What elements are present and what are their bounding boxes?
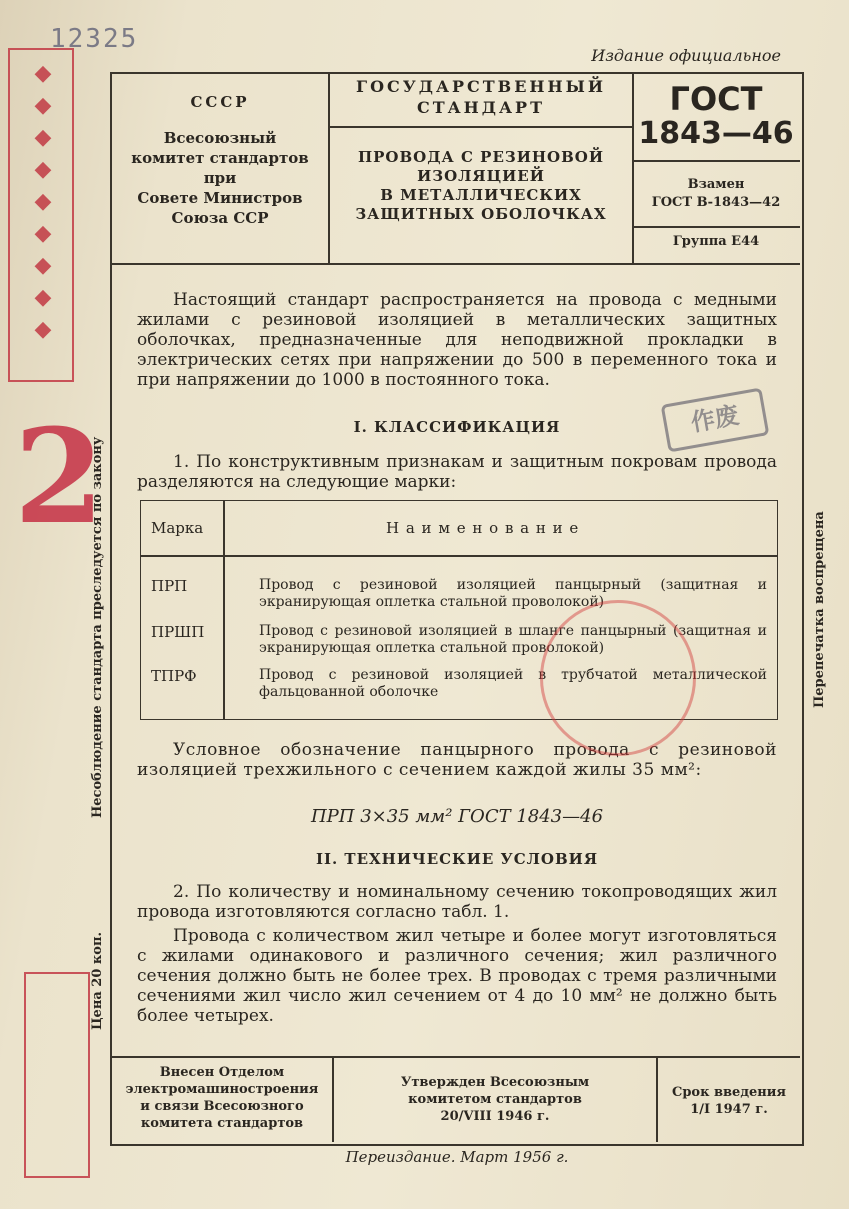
- title-line: В МЕТАЛЛИЧЕСКИХ: [380, 186, 582, 204]
- serial-number: 12325: [50, 24, 139, 54]
- authority-line: Совете Министров: [137, 189, 303, 207]
- section-1-text: 1. По конструктивным признакам и защитным покровам провода разделяются на следующие марки:: [137, 452, 777, 492]
- replaces-label: Взамен: [687, 177, 745, 192]
- table-row-mark: ПРШП: [151, 623, 205, 641]
- stamp-glyphs: ◆◆◆◆◆◆◆◆◆: [30, 60, 56, 348]
- authority-line: Всесоюзный: [163, 129, 277, 147]
- table-header-rule: [141, 555, 777, 557]
- table-header-name: Н а и м е н о в а н и е: [386, 519, 580, 537]
- edition-note: Издание официальное: [591, 46, 781, 65]
- designation-formula: ПРП 3×35 мм² ГОСТ 1843—46: [310, 806, 604, 827]
- void-stamp-text: 作废: [688, 400, 741, 437]
- authority-line: комитет стандартов: [131, 149, 309, 167]
- table-header-mark: Марка: [151, 519, 204, 537]
- title-line: ПРОВОДА С РЕЗИНОВОЙ: [357, 148, 605, 166]
- header-rule-right-2: [634, 226, 800, 228]
- gost-number: 1843—46: [638, 116, 794, 151]
- header-rule-right-1: [634, 160, 800, 162]
- table-row-name: Провод с резиновой изоляцией в трубчатой металлической фальцованной оболочке: [259, 667, 767, 700]
- table-row-mark: ПРП: [151, 577, 188, 595]
- authority-line: при: [203, 169, 237, 187]
- side-reprint-text: Перепечатка воспрещена: [812, 511, 827, 708]
- table-row-name: Провод с резиновой изоляцией панцырный (защитная и экранирующая оплетка стальной проволокой): [259, 577, 767, 610]
- gost-label: ГОСТ: [669, 80, 763, 118]
- side-price-text: Цена 20 коп.: [90, 931, 105, 1030]
- table-row-name: Провод с резиновой изоляцией в шланге панцырный (защитная и экранирующая оплетка стальной проволокой): [259, 623, 767, 656]
- header-authority: [112, 78, 328, 228]
- standard-type-line: ГОСУДАРСТВЕННЫЙ: [356, 77, 606, 96]
- section-2-p2: Провода с количеством жил четыре и более могут изготовляться с жилами одинакового и различного сечения; жил различного сечения должно быть не более трех. В проводах с тремя различными сечениями жил число жил сечением от 4 до 10 мм² не должно быть более четырех.: [137, 926, 777, 1026]
- library-stamp-bottom: [24, 972, 90, 1178]
- ussr-label: СССР: [190, 93, 250, 111]
- footer-line: 1/I 1947 г.: [690, 1102, 768, 1117]
- authority-line: Союза ССР: [171, 209, 269, 227]
- footer-effective: [658, 1084, 800, 1118]
- section-1-heading: I. КЛАССИФИКАЦИЯ: [353, 418, 561, 436]
- footer-line: комитетом стандартов: [408, 1092, 582, 1107]
- header-rule-mid: [330, 126, 632, 128]
- footer-top-rule: [112, 1056, 800, 1058]
- footer-line: Внесен Отделом: [159, 1065, 285, 1080]
- footer-line: комитета стандартов: [140, 1116, 304, 1131]
- footer-line: Утвержден Всесоюзным: [400, 1075, 590, 1090]
- footer-line: электромашиностроения: [125, 1082, 319, 1097]
- title-line: ИЗОЛЯЦИЕЙ: [417, 167, 545, 185]
- footer-approved: [334, 1074, 656, 1125]
- table-col-divider: [223, 501, 225, 719]
- intro-paragraph: Настоящий стандарт распространяется на провода с медными жилами с резиновой изоляцией в металлических защитных оболочках, предназначенные для неподвижной прокладки в электрических сетях при напряжении до 500 в переменного тока и при напряжении до 1000 в постоянного тока.: [137, 290, 777, 390]
- title-line: ЗАЩИТНЫХ ОБОЛОЧКАХ: [355, 205, 607, 223]
- footer-line: и связи Всесоюзного: [140, 1099, 304, 1114]
- replaces-value: ГОСТ В-1843—42: [651, 195, 781, 210]
- reissue-note: Переиздание. Март 1956 г.: [345, 1148, 569, 1166]
- table-row-mark: ТПРФ: [151, 667, 197, 685]
- designation-text: Условное обозначение панцырного провода с резиновой изоляцией трехжильного с сечением каждой жилы 35 мм²:: [137, 740, 777, 780]
- round-red-stamp: [540, 600, 696, 756]
- standard-type-line: СТАНДАРТ: [417, 98, 545, 117]
- footer-introduced: [112, 1064, 332, 1132]
- footer-line: Срок введения: [671, 1085, 787, 1100]
- section-2-heading: II. ТЕХНИЧЕСКИЕ УСЛОВИЯ: [315, 850, 599, 868]
- footer-line: 20/VIII 1946 г.: [440, 1109, 550, 1124]
- replaces-block: [634, 176, 798, 212]
- group-label: Группа Е44: [672, 234, 760, 249]
- standard-type: [330, 76, 632, 118]
- header-bottom-rule: [112, 263, 800, 265]
- big-number-stamp: 2: [14, 400, 105, 553]
- side-law-text: Несоблюдение стандарта преследуется по закону: [90, 436, 105, 818]
- standard-title: [330, 148, 632, 224]
- section-2-p1: 2. По количеству и номинальному сечению токопроводящих жил провода изготовляются согласно табл. 1.: [137, 882, 777, 922]
